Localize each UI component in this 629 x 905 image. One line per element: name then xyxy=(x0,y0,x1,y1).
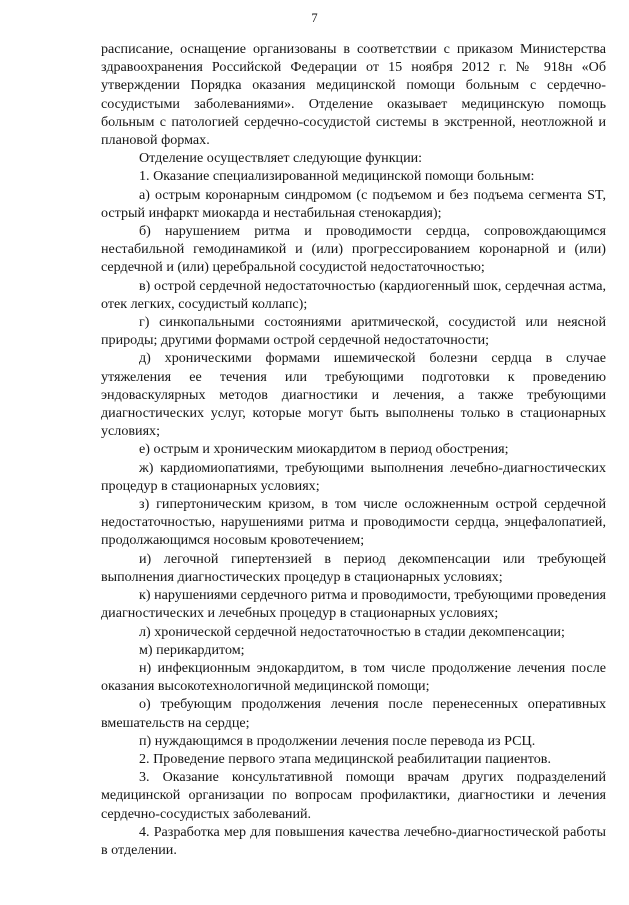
paragraph-item-2: 2. Проведение первого этапа медицинской реабилитации пациентов. xyxy=(139,750,551,767)
paragraph-subitem-zh: ж) кардиомиопатиями, требующими выполнения лечебно-диагностических процедур в стационарных условиях; xyxy=(101,459,606,494)
paragraph-item-1: 1. Оказание специализированной медицинской помощи больным: xyxy=(139,168,535,185)
paragraph-subitem-m: м) перикардитом; xyxy=(139,641,245,658)
paragraph-subitem-z: з) гипертоническим кризом, в том числе осложненным острой сердечной недостаточностью, нарушениями ритма и проводимости сердца, энцефалопатией, продолжающимся носовым кровотечением; xyxy=(101,496,606,549)
paragraph-subitem-o: о) требующим продолжения лечения после перенесенных оперативных вмешательств на сердце; xyxy=(101,696,606,731)
document-body xyxy=(101,40,606,859)
paragraph-order-reference: расписание, оснащение организованы в соответствии с приказом Министерства здравоохранения Российской Федерации от 15 ноября 2012 г. № 918н «Об утверждении Порядка оказания медицинской помощи больным с сердечно-сосудистыми заболеваниями». Отделение оказывает медицинскую помощь больным с патологией сердечно-сосудистой системы в экстренной, неотложной и плановой формах. xyxy=(101,41,606,149)
paragraph-subitem-n: н) инфекционным эндокардитом, в том числе продолжение лечения после оказания высокотехнологичной медицинской помощи; xyxy=(101,659,606,695)
paragraph-subitem-k: к) нарушениями сердечного ритма и проводимости, требующими проведения диагностических и лечебных процедур в стационарных условиях; xyxy=(101,587,606,622)
paragraph-functions-intro: Отделение осуществляет следующие функции: xyxy=(139,150,423,167)
paragraph-subitem-v: в) острой сердечной недостаточностью (кардиогенный шок, сердечная астма, отек легких, сосудистый коллапс); xyxy=(101,277,606,312)
paragraph-subitem-b: б) нарушением ритма и проводимости сердца, сопровождающимся нестабильной гемодинамикой и (или) прогрессированием коронарной и (или) сердечной и (или) церебральной сосудистой недостаточностью; xyxy=(101,223,606,276)
paragraph-item-4: 4. Разработка мер для повышения качества лечебно-диагностической работы в отделении. xyxy=(101,823,606,858)
paragraph-item-3: 3. Оказание консультативной помощи врачам других подразделений медицинской организации по вопросам профилактики, диагностики и лечения сердечно-сосудистых заболеваний. xyxy=(101,769,606,822)
paragraph-subitem-i: и) легочной гипертензией в период декомпенсации или требующей выполнения диагностических процедур в стационарных условиях; xyxy=(101,550,606,585)
paragraph-subitem-a: а) острым коронарным синдромом (с подъемом и без подъема сегмента ST, острый инфаркт миокарда и нестабильная стенокардия); xyxy=(101,186,606,221)
page-number: 7 xyxy=(311,11,318,25)
paragraph-subitem-g: г) синкопальными состояниями аритмической, сосудистой или неясной природы; другими формами острой сердечной недостаточности; xyxy=(101,314,606,349)
paragraph-subitem-l: л) хронической сердечной недостаточностью в стадии декомпенсации; xyxy=(139,623,565,640)
paragraph-subitem-d: д) хроническими формами ишемической болезни сердца в случае утяжеления ее течения или требующими подготовки к проведению эндоваскулярных методов диагностики и лечения, а также требующими диагностических услуг, которые могут быть выполнены только в стационарных условиях; xyxy=(101,350,606,440)
paragraph-subitem-e: е) острым и хроническим миокардитом в период обострения; xyxy=(139,441,509,458)
paragraph-subitem-p: п) нуждающимся в продолжении лечения после перевода из РСЦ. xyxy=(139,732,536,749)
